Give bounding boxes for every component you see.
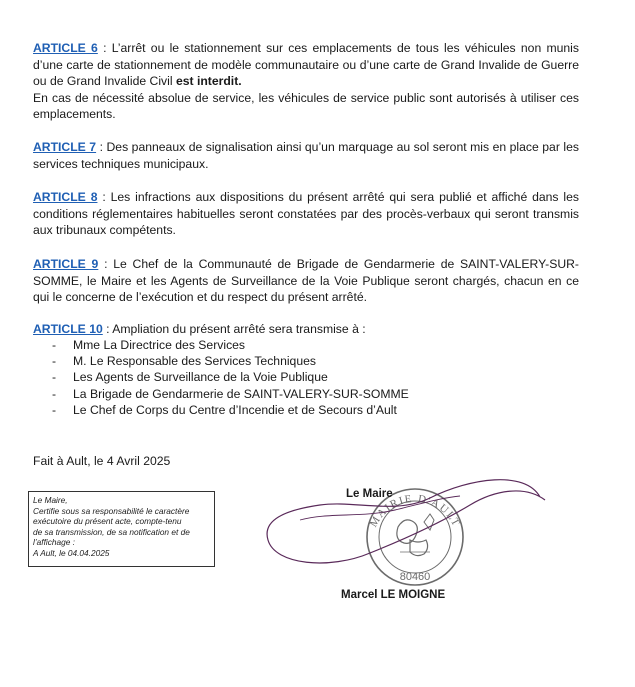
list-item-text: Les Agents de Surveillance de la Voie Publique bbox=[73, 370, 328, 385]
cert-line: A Ault, le 04.04.2025 bbox=[33, 547, 110, 558]
article-6-label: ARTICLE 6 bbox=[33, 41, 98, 55]
list-dash: - bbox=[52, 338, 57, 352]
cert-line: exécutoire du présent acte, compte-tenu bbox=[33, 516, 182, 527]
article-8-label: ARTICLE 8 bbox=[33, 190, 98, 204]
article-6-sep: : bbox=[97, 41, 112, 55]
article-8-sep: : bbox=[97, 190, 111, 204]
article-7-text: Des panneaux de signalisation ainsi qu’un marquage au sol seront mis en place par les services techniques municipaux. bbox=[33, 140, 579, 171]
cert-line: Le Maire, bbox=[33, 495, 68, 505]
list-item-text: Le Chef de Corps du Centre d’Incendie et de Secours d’Ault bbox=[73, 402, 397, 417]
stamp-postcode: 80460 bbox=[399, 571, 431, 583]
list-dash: - bbox=[52, 354, 57, 369]
article-9-text: Le Chef de la Communauté de Brigade de Gendarmerie de SAINT-VALERY-SUR-SOMME, le Maire et les Agents de Surveillance de la Voie Publique seront chargés, chacun en ce qui le concerne de l’exécution et du respect du présent arrêté. bbox=[33, 257, 579, 305]
list-item-text: Mme La Directrice des Services bbox=[73, 338, 246, 352]
article-6-bold: est interdit. bbox=[175, 74, 242, 89]
article-10-sep: : bbox=[102, 322, 113, 336]
list-dash: - bbox=[52, 370, 57, 385]
date-place-line: Fait à Ault, le 4 Avril 2025 bbox=[33, 454, 171, 468]
article-9-sep: : bbox=[98, 257, 114, 271]
article-7-sep: : bbox=[96, 140, 107, 154]
article-10-label: ARTICLE 10 bbox=[33, 322, 103, 336]
article-10-text: Ampliation du présent arrêté sera transmise à : bbox=[112, 322, 366, 336]
stamp-text: MAIRIE D'AULT bbox=[367, 492, 463, 530]
article-8-text: Les infractions aux dispositions du présent arrêté qui sera publié et affiché dans les conditions réglementaires habituelles seront constatées par des procès-verbaux qui seront transmis aux tribunaux compétents. bbox=[33, 190, 579, 238]
cert-line: l’affichage : bbox=[33, 537, 75, 548]
list-item-text: La Brigade de Gendarmerie de SAINT-VALERY-SUR-SOMME bbox=[73, 386, 409, 401]
signature-stroke bbox=[267, 480, 545, 563]
signatory-title: Le Maire bbox=[346, 488, 393, 500]
article-6-text: L’arrêt ou le stationnement sur ces emplacements de tous les véhicules non munis d’une carte de stationnement de modèle communautaire ou d’une carte de Grand Invalide de Guerre ou de Grand Invalide Civil bbox=[33, 41, 579, 89]
list-item-text: M. Le Responsable des Services Techniques bbox=[73, 354, 316, 369]
article-7-label: ARTICLE 7 bbox=[33, 140, 97, 154]
article-6-extra: En cas de nécessité absolue de service, les véhicules de service public sont autorisés à utiliser ces emplacements. bbox=[33, 90, 579, 122]
signatory-name: Marcel LE MOIGNE bbox=[341, 589, 446, 601]
article-9-label: ARTICLE 9 bbox=[33, 257, 99, 271]
cert-line: Certifie sous sa responsabilité le caractère bbox=[33, 505, 190, 516]
cert-line: de sa transmission, de sa notification et de bbox=[33, 526, 190, 537]
list-dash: - bbox=[52, 386, 57, 401]
list-dash: - bbox=[52, 402, 57, 417]
